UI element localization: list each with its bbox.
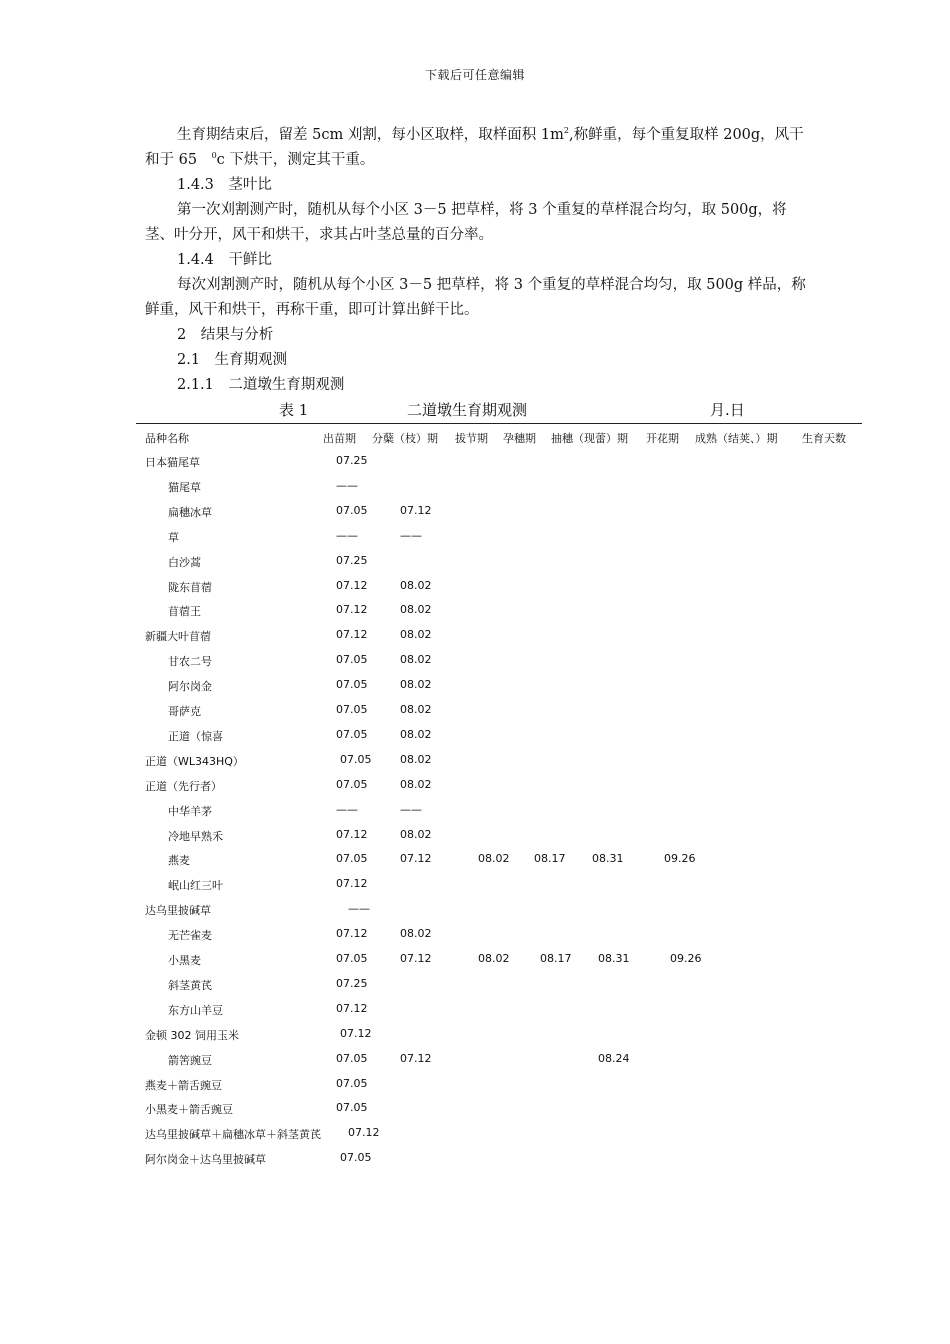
cell-variety-name: 正道（先行者） [145, 779, 222, 793]
cell-variety-name: 扁穗冰草 [168, 505, 212, 519]
cell-date: 07.05 [340, 752, 372, 766]
cell-date: —— [400, 802, 422, 816]
cell-date: 08.24 [598, 1051, 630, 1065]
table-row [0, 1101, 950, 1126]
cell-variety-name: 达乌里披碱草 [145, 904, 211, 918]
table-row [0, 504, 950, 529]
paragraph-dry-fresh: 每次刈割测产时，随机从每个小区 3－5 把草样，将 3 个重复的草样混合均匀，取 500g 样品，称鲜重，风干和烘干，再称干重，即可计算出鲜干比。 [145, 277, 806, 318]
table-row [0, 454, 950, 479]
heading-1-4-4: 1.4.4 干鲜比 [177, 252, 272, 268]
table-title: 二道墩生育期观测 [407, 401, 528, 419]
table-label: 表 1 [279, 401, 309, 419]
cell-date: 08.02 [400, 703, 432, 716]
cell-variety-name: 达乌里披碱草＋扁穗冰草＋斜茎黄芪 [145, 1128, 321, 1142]
cell-date: 08.02 [400, 827, 432, 841]
table-row [0, 778, 950, 803]
cell-variety-name: 燕麦＋箭舌豌豆 [145, 1078, 222, 1092]
cell-date: 08.31 [592, 852, 624, 866]
cell-date: 07.05 [336, 1101, 368, 1115]
table-row [0, 852, 950, 877]
paragraph-harvest-part2: ,称鲜重，每个重复取样 200g，风干和于 65 [145, 127, 804, 168]
cell-date: 07.05 [340, 1151, 372, 1165]
paragraph-harvest-part3: c 下烘干，测定其干重。 [216, 152, 375, 168]
cell-date: 07.05 [336, 1076, 368, 1090]
cell-date: 08.17 [540, 952, 572, 965]
cell-variety-name: 岷山红三叶 [168, 879, 223, 893]
cell-variety-name: 白沙蒿 [168, 555, 201, 569]
cell-date: 07.25 [336, 553, 368, 567]
cell-date: 07.05 [336, 727, 368, 741]
table-row [0, 1027, 950, 1052]
heading-1-4-3: 1.4.3 茎叶比 [177, 177, 272, 193]
cell-date: 07.12 [400, 1051, 432, 1065]
cell-date: —— [348, 902, 370, 916]
cell-date: 08.31 [598, 952, 630, 965]
cell-variety-name: 无芒雀麦 [168, 929, 212, 943]
cell-date: —— [336, 802, 358, 816]
cell-variety-name: 东方山羊豆 [168, 1003, 223, 1017]
cell-variety-name: 箭筈豌豆 [168, 1053, 212, 1067]
table-row [0, 1002, 950, 1027]
cell-date: 07.05 [336, 678, 368, 692]
col-header-booting: 孕穗期 [503, 432, 536, 445]
cell-date: 09.26 [664, 852, 696, 866]
cell-date: —— [336, 528, 358, 542]
cell-variety-name: 哥萨克 [168, 705, 201, 718]
table-row [0, 877, 950, 902]
cell-variety-name: 阿尔岗金＋达乌里披碱草 [145, 1153, 266, 1167]
cell-date: 07.12 [400, 852, 432, 866]
cell-date: —— [336, 478, 358, 492]
col-header-tillering: 分蘖（枝）期 [372, 432, 438, 445]
cell-variety-name: 正道（惊喜 [168, 729, 223, 743]
col-header-name: 品种名称 [145, 432, 189, 445]
cell-date: 08.17 [534, 852, 566, 866]
superscript-degree: 0 [211, 151, 217, 161]
col-header-heading: 抽穗（现蕾）期 [551, 432, 628, 445]
cell-date: 07.05 [336, 1051, 368, 1065]
cell-date: 08.02 [400, 777, 432, 791]
heading-2-1-1: 2.1.1 二道墩生育期观测 [177, 377, 345, 393]
cell-date: 07.12 [400, 503, 432, 517]
cell-variety-name: 正道（WL343HQ） [145, 754, 244, 768]
cell-date: 08.02 [400, 628, 432, 642]
table-row [0, 1077, 950, 1102]
table-row [0, 703, 950, 728]
table-row [0, 927, 950, 952]
table-row [0, 902, 950, 927]
cell-variety-name: 冷地早熟禾 [168, 829, 223, 843]
paragraph-harvest [145, 123, 810, 173]
cell-date: 09.26 [670, 952, 702, 965]
table-row [0, 678, 950, 703]
table-row [0, 1052, 950, 1077]
cell-date: 08.02 [400, 653, 432, 667]
cell-date: 07.12 [336, 1001, 368, 1015]
cell-variety-name: 苜蓿王 [168, 605, 201, 619]
cell-date: 08.02 [400, 752, 432, 766]
cell-variety-name: 日本猫尾草 [145, 456, 200, 469]
cell-variety-name: 猫尾草 [168, 480, 201, 494]
cell-date: 07.05 [336, 653, 368, 667]
cell-date: 07.05 [336, 503, 368, 517]
cell-date: 08.02 [400, 578, 432, 592]
cell-variety-name: 金顿 302 饲用玉米 [145, 1028, 239, 1042]
table-row [0, 977, 950, 1002]
body-text [145, 123, 810, 398]
cell-date: 07.25 [336, 976, 368, 990]
cell-date: 07.05 [336, 952, 368, 965]
cell-variety-name: 中华羊茅 [168, 804, 212, 818]
paragraph-harvest-part1: 生育期结束后，留差 5cm 刈割，每小区取样，取样面积 1m [177, 127, 564, 143]
table-row [0, 753, 950, 778]
cell-variety-name: 阿尔岗金 [168, 680, 212, 694]
cell-date: 07.12 [336, 827, 368, 841]
cell-date: 07.12 [336, 927, 368, 941]
cell-date: 08.02 [478, 852, 510, 866]
col-header-emergence: 出苗期 [323, 432, 356, 445]
superscript-2: 2 [563, 126, 569, 136]
page-header-note: 下载后可任意编辑 [424, 68, 525, 82]
cell-date: 07.05 [336, 703, 368, 716]
cell-date: 08.02 [400, 603, 432, 617]
table-row [0, 803, 950, 828]
cell-date: —— [400, 528, 422, 542]
cell-date: 07.12 [340, 1026, 372, 1040]
table-row [0, 1126, 950, 1151]
cell-date: 08.02 [400, 727, 432, 741]
cell-variety-name: 草 [168, 530, 179, 544]
cell-variety-name: 新疆大叶苜蓿 [145, 630, 211, 644]
cell-date: 07.12 [336, 603, 368, 617]
cell-date: 07.12 [348, 1126, 380, 1140]
table-row [0, 952, 950, 977]
cell-variety-name: 小黑麦＋箭舌豌豆 [145, 1103, 233, 1117]
cell-date: 07.05 [336, 777, 368, 791]
cell-date: 07.25 [336, 454, 368, 467]
table-unit: 月.日 [710, 401, 745, 419]
cell-variety-name: 陇东苜蓿 [168, 580, 212, 594]
cell-date: 08.02 [400, 678, 432, 692]
table-row [0, 728, 950, 753]
table-row [0, 603, 950, 628]
cell-variety-name: 小黑麦 [168, 954, 201, 967]
table-row [0, 479, 950, 504]
col-header-flowering: 开花期 [646, 432, 679, 445]
paragraph-stem-leaf: 第一次刈割测产时，随机从每个小区 3－5 把草样，将 3 个重复的草样混合均匀，取 500g，将茎、叶分开，风干和烘干，求其占叶茎总量的百分率。 [145, 202, 787, 243]
table-row [0, 828, 950, 853]
cell-date: 07.05 [336, 852, 368, 866]
table-row [0, 628, 950, 653]
cell-variety-name: 甘农二号 [168, 655, 212, 669]
cell-variety-name: 斜茎黄芪 [168, 978, 212, 992]
cell-date: 07.12 [336, 628, 368, 642]
cell-date: 07.12 [336, 578, 368, 592]
col-header-days: 生育天数 [802, 432, 846, 445]
cell-date: 08.02 [478, 952, 510, 965]
cell-date: 08.02 [400, 927, 432, 941]
cell-date: 07.12 [400, 952, 432, 965]
col-header-jointing: 拔节期 [455, 432, 488, 445]
cell-date: 07.12 [336, 877, 368, 891]
table-row [0, 653, 950, 678]
table-top-rule [136, 423, 862, 424]
table-row [0, 529, 950, 554]
cell-variety-name: 燕麦 [168, 854, 190, 868]
heading-2: 2 结果与分析 [177, 327, 274, 343]
table-row [0, 579, 950, 604]
heading-2-1: 2.1 生育期观测 [177, 352, 288, 368]
table-row [0, 554, 950, 579]
table-row [0, 1151, 950, 1176]
col-header-maturity: 成熟（结荚、）期 [695, 432, 778, 445]
